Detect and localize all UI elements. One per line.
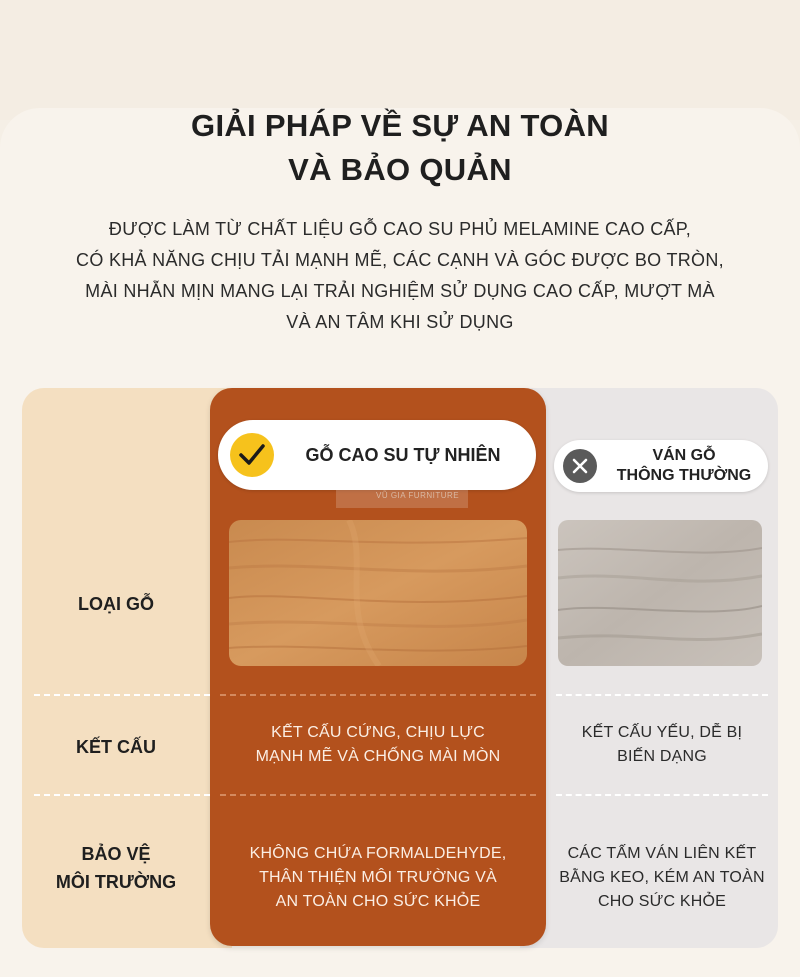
row-divider: [556, 794, 768, 796]
regular-wood-label: VÁN GỖ THÔNG THƯỜNG: [616, 447, 752, 484]
row-label-environment: BẢO VỆ MÔI TRƯỜNG: [55, 844, 177, 892]
natural-wood-header-pill: [218, 420, 536, 490]
row-divider: [34, 794, 210, 796]
page-title: [0, 104, 800, 192]
x-icon: [563, 449, 597, 483]
description-line: CÓ KHẢ NĂNG CHỊU TẢI MẠNH MẼ, CÁC CẠNH VÀ GÓC ĐƯỢC BO TRÒN,: [76, 250, 724, 270]
regular-wood-image: [558, 520, 762, 666]
natural-structure-text: KẾT CẤU CỨNG, CHỊU LỰC MẠNH MẼ VÀ CHỐNG MÀI MÒN: [255, 724, 501, 765]
description-line: VÀ AN TÂM KHI SỬ DỤNG: [286, 312, 514, 332]
regular-wood-header-pill: [554, 440, 768, 492]
natural-environment-text: KHÔNG CHỨA FORMALDEHYDE, THÂN THIỆN MÔI TRƯỜNG VÀ AN TOÀN CHO SỨC KHỎE: [249, 845, 507, 910]
description: [30, 214, 770, 338]
row-divider: [34, 694, 210, 696]
check-icon: [230, 433, 274, 477]
title-line-1: GIẢI PHÁP VỀ SỰ AN TOÀN: [191, 108, 609, 143]
natural-wood-image: [229, 520, 527, 666]
description-line: ĐƯỢC LÀM TỪ CHẤT LIỆU GỖ CAO SU PHỦ MELAMINE CAO CẤP,: [108, 219, 692, 239]
regular-structure-text: KẾT CẤU YẾU, DỄ BỊ BIẾN DẠNG: [581, 724, 743, 765]
natural-wood-label: GỖ CAO SU TỰ NHIÊN: [305, 445, 501, 465]
row-label-wood-type: LOẠI GỖ: [78, 594, 154, 614]
row-divider: [556, 694, 768, 696]
top-band: [0, 0, 800, 120]
row-divider: [220, 694, 536, 696]
row-label-structure: KẾT CẤU: [76, 737, 156, 757]
watermark: VŨ GIA FURNITURE: [336, 488, 468, 508]
row-divider: [220, 794, 536, 796]
description-line: MÀI NHẴN MỊN MANG LẠI TRẢI NGHIỆM SỬ DỤNG CAO CẤP, MƯỢT MÀ: [85, 281, 715, 301]
title-line-2: VÀ BẢO QUẢN: [288, 152, 512, 187]
regular-environment-text: CÁC TẤM VÁN LIÊN KẾT BẰNG KEO, KÉM AN TOÀN CHO SỨC KHỎE: [559, 845, 765, 910]
